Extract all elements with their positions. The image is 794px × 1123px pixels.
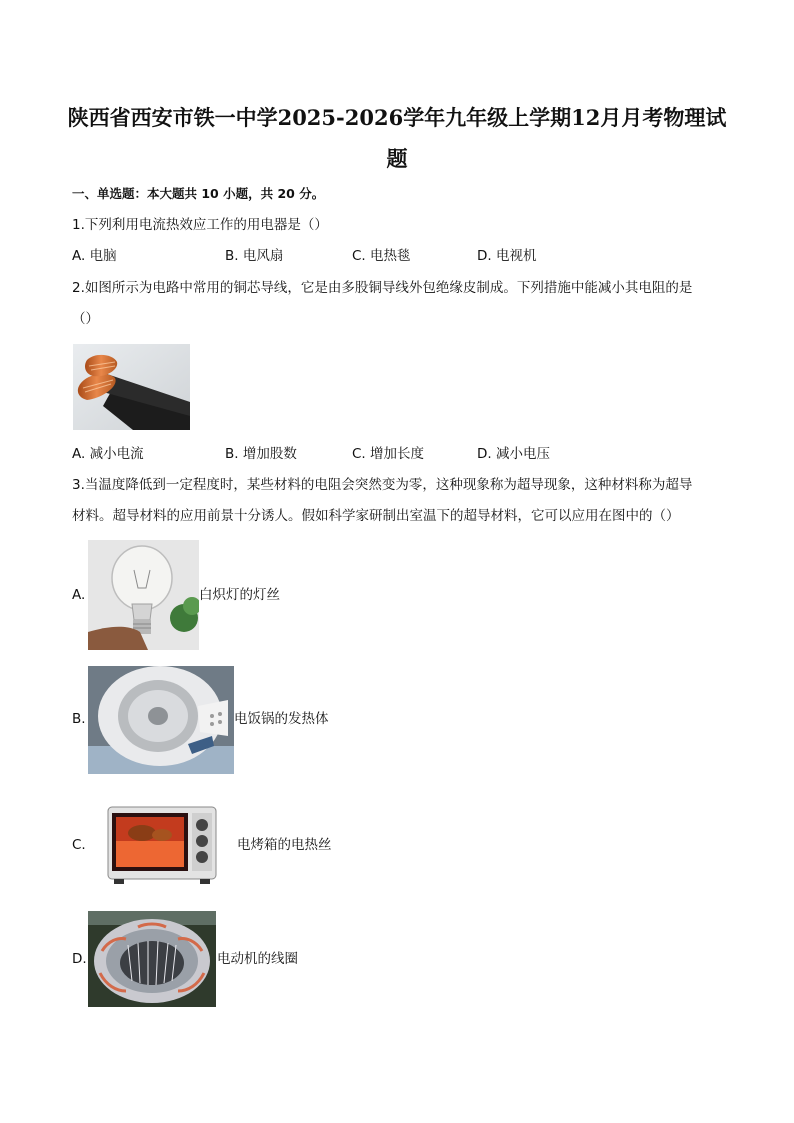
question-1-stem: 1.下列利用电流热效应工作的用电器是（） [72, 217, 328, 233]
q1-option-d: D. 电视机 [477, 248, 537, 264]
q3-option-a-letter: A. [72, 587, 86, 603]
q1-option-b: B. 电风扇 [225, 248, 284, 264]
oven-photo [104, 803, 220, 886]
q3-option-b-text: 电饭锅的发热体 [234, 711, 329, 727]
q3-option-c-text: 电烤箱的电热丝 [237, 837, 332, 853]
q2-option-d: D. 减小电压 [477, 446, 550, 462]
motor-coil-photo [88, 911, 216, 1007]
q3-option-c-letter: C. [72, 837, 86, 853]
copper-wire-photo [73, 344, 190, 430]
rice-cooker-photo [88, 666, 234, 774]
q2-option-c: C. 增加长度 [352, 446, 425, 462]
question-2-stem: 2.如图所示为电路中常用的铜芯导线，它是由多股铜导线外包绝缘皮制成。下列措施中能减小其电阻的是 [72, 280, 693, 296]
section-heading: 一、单选题：本大题共 10 小题，共 20 分。 [72, 186, 325, 201]
question-3-stem: 3.当温度降低到一定程度时，某些材料的电阻会突然变为零，这种现象称为超导现象，这种材料称为超导 [72, 477, 693, 493]
q3-option-d-letter: D. [72, 951, 87, 967]
question-2-stem-continued: （） [72, 311, 99, 327]
q1-option-a: A. 电脑 [72, 248, 117, 264]
page-title-continued: 题 [386, 146, 408, 171]
q3-option-a-text: 白炽灯的灯丝 [199, 587, 280, 603]
light-bulb-photo [88, 540, 199, 650]
q2-option-b: B. 增加股数 [225, 446, 297, 462]
q2-option-a: A. 减小电流 [72, 446, 144, 462]
q1-option-c: C. 电热毯 [352, 248, 411, 264]
question-3-stem-continued: 材料。超导材料的应用前景十分诱人。假如科学家研制出室温下的超导材料，它可以应用在图中的（） [72, 508, 680, 524]
q3-option-b-letter: B. [72, 711, 86, 727]
q3-option-d-text: 电动机的线圈 [217, 951, 298, 967]
page-title: 陕西省西安市铁一中学2025-2026学年九年级上学期12月月考物理试 [67, 105, 727, 130]
